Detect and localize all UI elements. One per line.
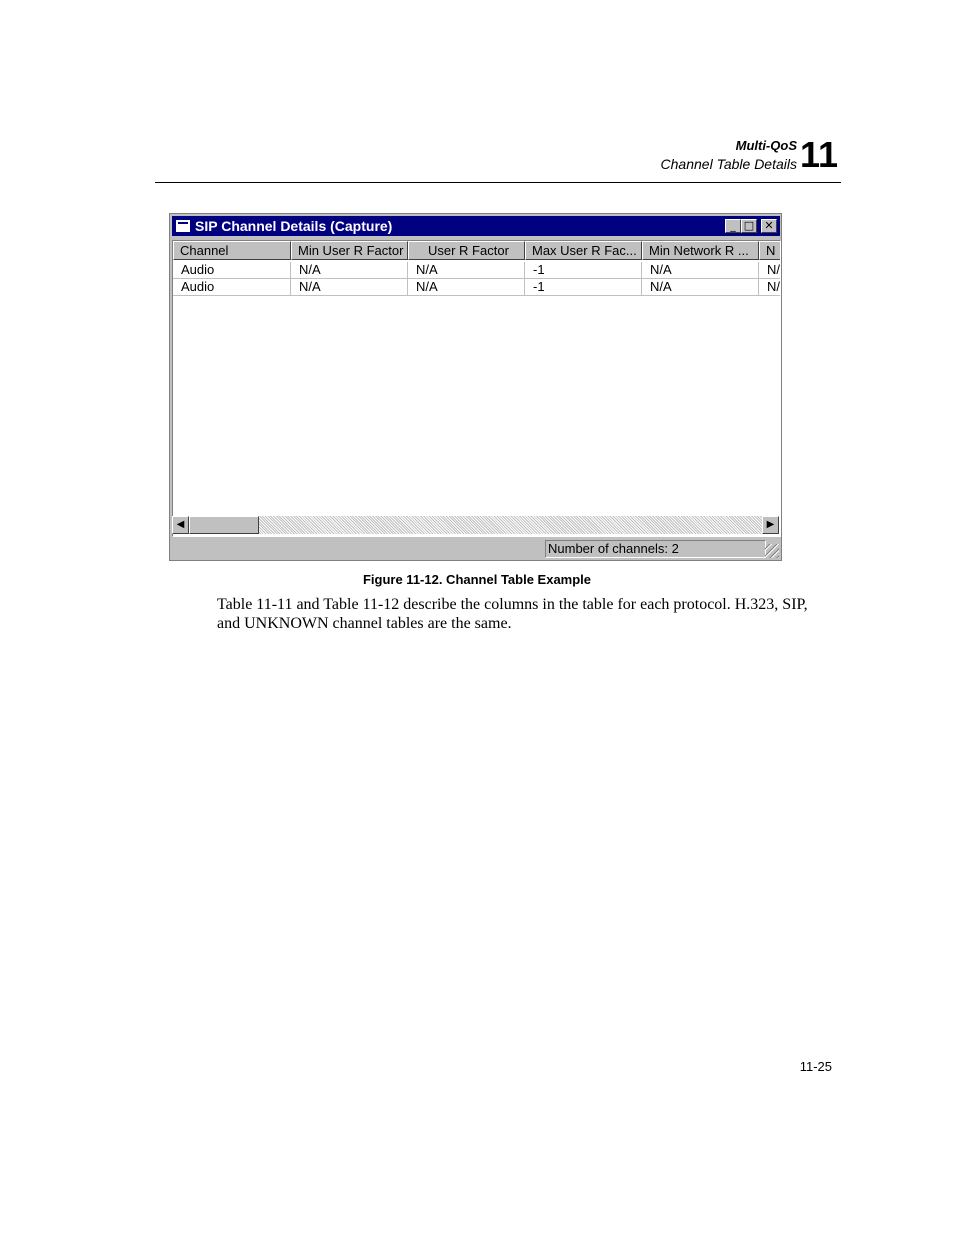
minimize-button[interactable]: _ <box>725 219 741 233</box>
column-header-min-network-r[interactable]: Min Network R ... <box>642 241 759 260</box>
column-header-user-r-factor[interactable]: User R Factor <box>408 241 525 260</box>
horizontal-scrollbar[interactable] <box>172 516 779 534</box>
cell-max-user-r-factor: -1 <box>525 262 642 279</box>
figure-caption: Figure 11-12. Channel Table Example <box>362 572 592 587</box>
cell-min-network-r: N/A <box>642 279 759 296</box>
window-titlebar[interactable] <box>172 216 780 236</box>
window-title: SIP Channel Details (Capture) <box>195 218 393 234</box>
chapter-number: 11 <box>800 134 839 175</box>
scroll-left-icon[interactable]: ◀ <box>172 516 189 534</box>
status-channel-count: Number of channels: 2 <box>545 540 766 558</box>
cell-channel: Audio <box>173 262 291 279</box>
cell-network: N/ <box>759 262 781 279</box>
header-subtitle: Channel Table Details <box>660 156 797 172</box>
page-number: 11-25 <box>799 1059 832 1074</box>
column-header-network[interactable]: N <box>759 241 781 260</box>
table-row[interactable] <box>173 279 780 296</box>
channel-table <box>172 240 781 537</box>
cell-user-r-factor: N/A <box>408 262 525 279</box>
cell-channel: Audio <box>173 279 291 296</box>
cell-min-user-r-factor: N/A <box>291 279 408 296</box>
cell-min-user-r-factor: N/A <box>291 262 408 279</box>
header-title: Multi-QoS <box>735 138 797 153</box>
sip-channel-details-window <box>169 213 782 561</box>
close-button[interactable]: ✕ <box>761 219 777 233</box>
column-header-max-user-r-factor[interactable]: Max User R Fac... <box>525 241 642 260</box>
cell-max-user-r-factor: -1 <box>525 279 642 296</box>
window-icon[interactable] <box>176 220 190 232</box>
maximize-button[interactable]: □ <box>741 219 757 233</box>
table-row[interactable] <box>173 262 780 279</box>
column-header-min-user-r-factor[interactable]: Min User R Factor <box>291 241 408 260</box>
body-paragraph: Table 11-11 and Table 11-12 describe the columns in the table for each protocol. H.323, SIP, and UNKNOWN channel tables are the same. <box>217 596 808 632</box>
scroll-right-icon[interactable]: ▶ <box>762 516 779 534</box>
column-header-channel[interactable]: Channel <box>173 241 291 260</box>
cell-user-r-factor: N/A <box>408 279 525 296</box>
cell-network: N/ <box>759 279 781 296</box>
cell-min-network-r: N/A <box>642 262 759 279</box>
scroll-thumb[interactable] <box>189 516 259 534</box>
header-rule <box>155 182 841 183</box>
resize-grip-icon[interactable] <box>765 544 779 558</box>
